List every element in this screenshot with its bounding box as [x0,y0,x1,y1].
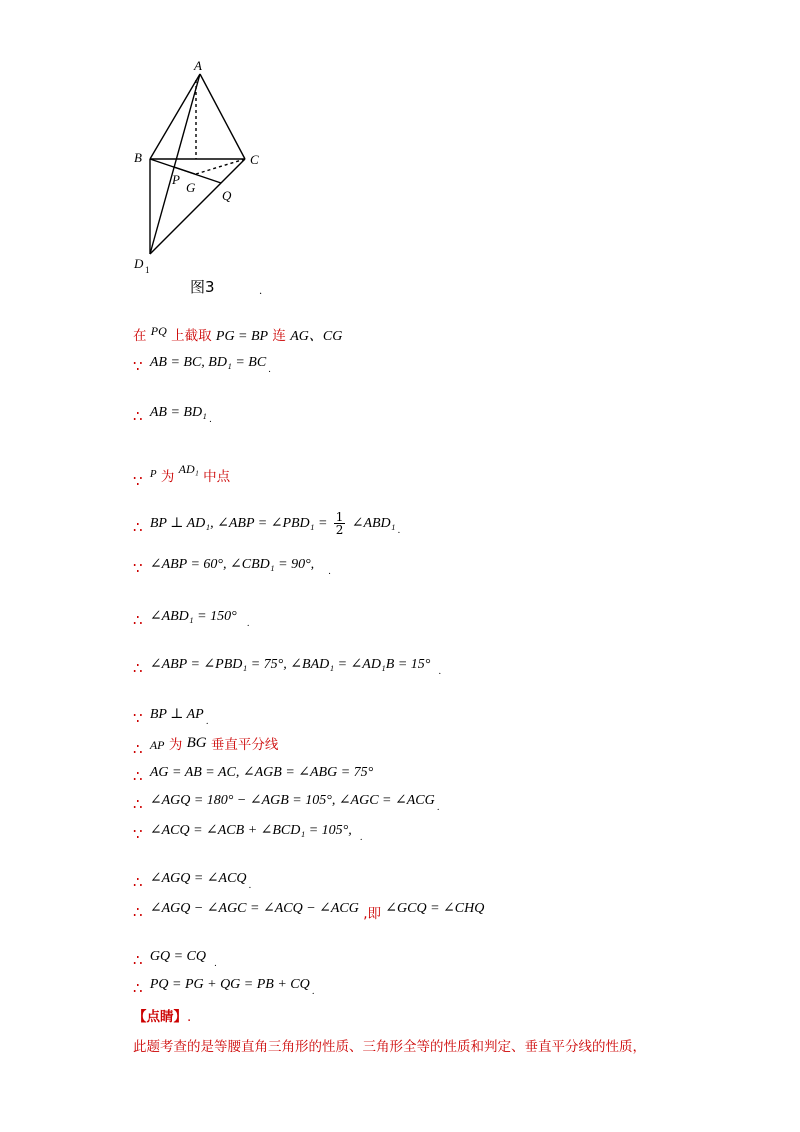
step-7: ∴ ∠ABP = ∠PBD₁ = 75°, ∠BAD₁ = ∠AD₁B = 15° $_.$ [133,657,442,677]
step-12: ∵ ∠ACQ = ∠ACB + ∠BCD₁ = 105°, $_.$ [133,823,363,843]
step-4: ∴ BP ⊥ AD₁, ∠ABP = ∠PBD₁ = $\frac{1}{2}$ ∠ABD₁ $_.$ [133,510,401,537]
comment-text: 此题考查的是等腰直角三角形的性质、三角形全等的性质和判定、垂直平分线的性质， [133,1039,646,1055]
figure-caption: 图3 [190,278,215,296]
step-11: ∴ ∠AGQ = 180° − ∠AGB = 105°, ∠AGC = ∠ACG $_.$ [133,793,440,813]
step-10: ∴ AG = AB = AC, ∠AGB = ∠ABG = 75° [133,765,374,785]
step-13: ∴ ∠AGQ = ∠ACQ $_.$ [133,871,252,891]
edge-AC [200,74,245,159]
label-D-sub: 1 [145,265,150,275]
comment-heading: 【点睛】. [133,1009,192,1025]
label-B: B [134,150,142,165]
step-5: ∵ ∠ABP = 60°, ∠CBD₁ = 90°, $_.$ [133,557,332,577]
fraction-one-half: $\frac{1}{2}$ [335,510,344,537]
step-3: ∵ $^P$ 为 AD₁ 中点 [133,462,231,490]
geometry-figure [120,52,280,292]
step-8: ∵ BP ⊥ AP $_.$ [133,707,209,727]
label-D: D [134,256,144,271]
label-G: G [186,180,196,195]
step-0: 在 PQ 上截取 PG = BP 连 AG、CG [133,324,343,344]
step-15: ∴ GQ = CQ $_.$ [133,949,217,969]
edge-AD1 [150,74,200,254]
label-P: P [172,172,180,187]
label-Q: Q [222,188,232,203]
step-14: ∴ ∠AGQ − ∠AGC = ∠ACQ − ∠ACG ,即 ∠GCQ = ∠CHQ [133,901,485,922]
edge-AB [150,74,200,159]
label-A: A [194,58,202,73]
step-9: ∴ AP 为 BG 垂直平分线 [133,735,279,758]
step-1: ∵ AB = BC, BD₁ = BC $_.$ [133,355,272,375]
step-6: ∴ ∠ABD₁ = 150° $_.$ [133,609,250,629]
step-2: ∴ AB = BD₁ $_.$ [133,405,212,425]
stray-dot: . [259,286,263,297]
step-16: ∴ PQ = PG + QG = PB + CQ $_.$ [133,977,315,997]
label-C: C [250,152,259,167]
